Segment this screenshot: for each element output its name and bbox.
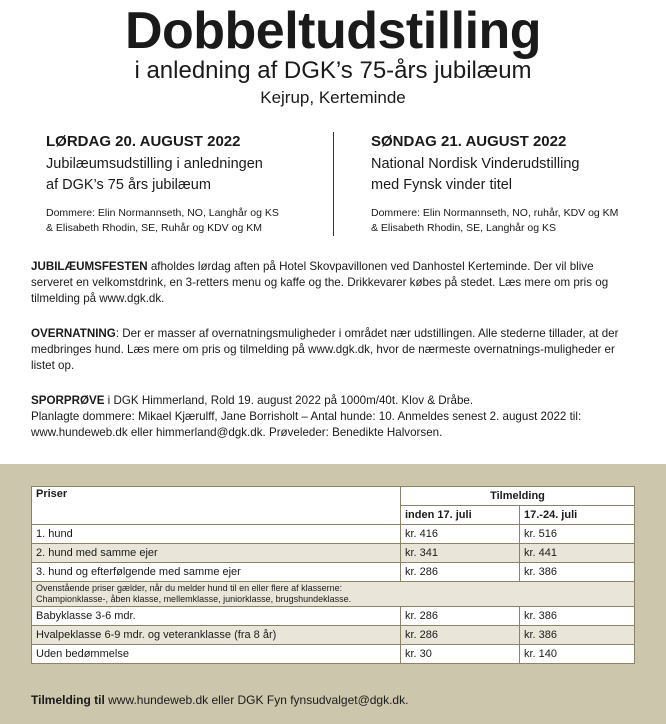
- judges-line: Dommere: Elin Normannseth, NO, Langhår og KS: [46, 207, 279, 219]
- day-desc-line: af DGK’s 75 års jubilæum: [46, 177, 211, 193]
- row-late-price: kr. 516: [520, 525, 635, 544]
- note-line: Ovenstående priser gælder, når du melder hund til en eller flere af klasserne:: [36, 583, 343, 593]
- row-label: 1. hund: [32, 525, 401, 544]
- location: Kejrup, Kerteminde: [260, 88, 406, 107]
- day-heading: LØRDAG 20. AUGUST 2022: [46, 133, 241, 150]
- paragraph-sporproeve: [31, 393, 636, 441]
- day-desc-line: med Fynsk vinder titel: [371, 177, 513, 193]
- row-label: Hvalpeklasse 6-9 mdr. og veteranklasse (fra 8 år): [32, 626, 401, 645]
- row-label: Babyklasse 3-6 mdr.: [32, 607, 401, 626]
- day-desc-line: National Nordisk Vinderudstilling: [371, 156, 580, 172]
- table-row: [32, 607, 635, 626]
- row-label: 2. hund med samme ejer: [32, 544, 401, 563]
- row-early-price: kr. 30: [401, 645, 520, 664]
- signup-label: Tilmelding til: [31, 693, 105, 707]
- day-judges: [46, 206, 336, 236]
- paragraph-text: i DGK Himmerland, Rold 19. august 2022 på 1000m/40t. Klov & Dråbe.: [104, 394, 474, 407]
- row-early-price: kr. 286: [401, 563, 520, 582]
- table-row: [32, 645, 635, 664]
- day-description: [371, 154, 661, 196]
- table-note-row: [32, 582, 635, 607]
- day-judges: [371, 206, 661, 236]
- header-tilmelding: Tilmelding: [401, 487, 635, 506]
- price-note: [32, 582, 635, 607]
- paragraph-overnatning: [31, 326, 636, 374]
- paragraph-text: www.hundeweb.dk eller himmerland@dgk.dk. Prøveleder: Benedikte Halvorsen.: [31, 426, 443, 439]
- row-label: 3. hund og efterfølgende med samme ejer: [32, 563, 401, 582]
- header-late: 17.-24. juli: [520, 506, 635, 525]
- day-heading: SØNDAG 21. AUGUST 2022: [371, 133, 567, 150]
- row-label: Uden bedømmelse: [32, 645, 401, 664]
- row-late-price: kr. 441: [520, 544, 635, 563]
- signup-text: www.hundeweb.dk eller DGK Fyn fynsudvalget@dgk.dk.: [104, 693, 409, 707]
- paragraph-label: OVERNATNING: [31, 327, 116, 340]
- row-late-price: kr. 140: [520, 645, 635, 664]
- row-late-price: kr. 386: [520, 626, 635, 645]
- note-line: Championklasse-, åben klasse, mellemklasse, juniorklasse, brugshundeklasse.: [36, 594, 352, 604]
- subtitle: i anledning af DGK’s 75-års jubilæum: [134, 57, 532, 84]
- row-late-price: kr. 386: [520, 607, 635, 626]
- price-table: [31, 486, 635, 664]
- row-early-price: kr. 341: [401, 544, 520, 563]
- column-divider: [333, 132, 334, 236]
- paragraph-label: JUBILÆUMSFESTEN: [31, 260, 148, 273]
- table-row: [32, 563, 635, 582]
- row-late-price: kr. 386: [520, 563, 635, 582]
- paragraph-text: afholdes lørdag aften på Hotel Skovpavillonen ved Danhostel Kerteminde. Der vil blive serveret en velkomstdrink, en 3-retters menu og kaffe og the. Drikkevarer købes på stedet. Læs mere om pris og tilmelding på www.dgk.dk.: [31, 260, 609, 305]
- paragraph-text: Planlagte dommere: Mikael Kjærulff, Jane Borrisholt – Antal hunde: 10. Anmeldes senest 2. august 2022 til:: [31, 410, 582, 423]
- table-row: [32, 626, 635, 645]
- day-sunday: [371, 132, 661, 236]
- paragraph-jubilaeumsfest: [31, 259, 636, 307]
- table-row: [32, 525, 635, 544]
- table-row: [32, 544, 635, 563]
- paragraph-text: : Der er masser af overnatningsmuligheder i området nær udstillingen. Alle stederne tillader, at der medbringes hund. Læs mere om pris og tilmelding på www.dgk.dk, hvor de nærmeste overnatnings-muligheder er listet op.: [31, 327, 619, 372]
- row-early-price: kr. 416: [401, 525, 520, 544]
- signup-line: [31, 692, 408, 708]
- day-saturday: [46, 132, 336, 236]
- main-title: Dobbeltudstilling: [124, 2, 542, 60]
- header-priser: Priser: [32, 487, 401, 525]
- row-early-price: kr. 286: [401, 626, 520, 645]
- row-early-price: kr. 286: [401, 607, 520, 626]
- day-description: [46, 154, 336, 196]
- judges-line: Dommere: Elin Normannseth, NO, ruhår, KDV og KM: [371, 207, 619, 219]
- paragraph-label: SPORPRØVE: [31, 394, 105, 407]
- judges-line: & Elisabeth Rhodin, SE, Langhår og KS: [371, 222, 557, 234]
- header-early: inden 17. juli: [401, 506, 520, 525]
- judges-line: & Elisabeth Rhodin, SE, Ruhår og KDV og KM: [46, 222, 262, 234]
- day-desc-line: Jubilæumsudstilling i anledningen: [46, 156, 263, 172]
